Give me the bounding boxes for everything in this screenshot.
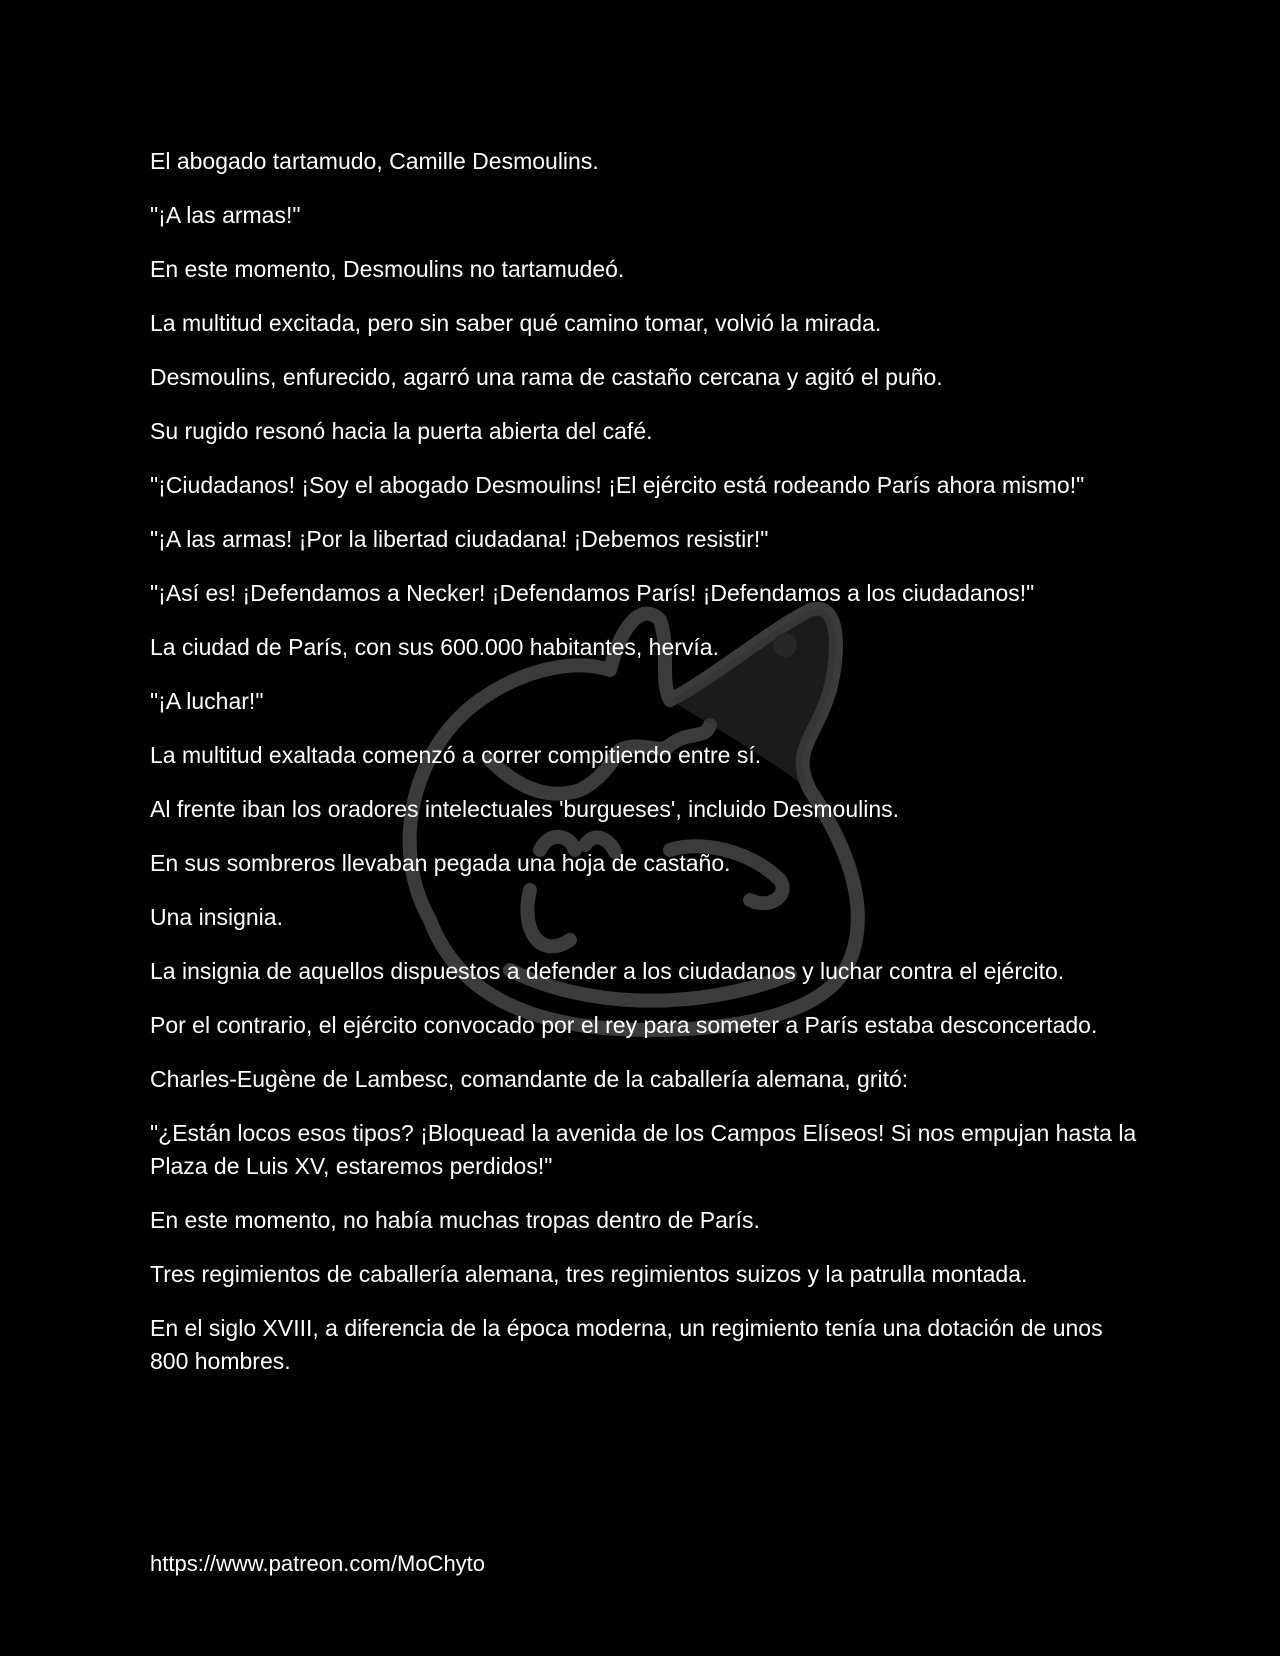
paragraph: Charles-Eugène de Lambesc, comandante de la caballería alemana, gritó: [150, 1066, 909, 1092]
paragraph: Desmoulins, enfurecido, agarró una rama de castaño cercana y agitó el puño. [150, 364, 943, 390]
paragraph: "¿Están locos esos tipos? ¡Bloquead la avenida de los Campos Elíseos! Si nos empujan hasta la Plaza de Luis XV, estaremos perdidos!" [150, 1120, 1137, 1179]
paragraph: La ciudad de París, con sus 600.000 habitantes, hervía. [150, 634, 719, 660]
paragraph: La insignia de aquellos dispuestos a defender a los ciudadanos y luchar contra el ejército. [150, 958, 1065, 984]
paragraph: La multitud exaltada comenzó a correr compitiendo entre sí. [150, 742, 762, 768]
paragraph: "¡Ciudadanos! ¡Soy el abogado Desmoulins! ¡El ejército está rodeando París ahora mismo!" [150, 472, 1085, 498]
paragraph: En sus sombreros llevaban pegada una hoja de castaño. [150, 850, 731, 876]
patreon-link[interactable]: https://www.patreon.com/MoChyto [150, 1551, 486, 1576]
paragraph: En este momento, no había muchas tropas dentro de París. [150, 1207, 760, 1233]
paragraph: "¡A las armas! ¡Por la libertad ciudadana! ¡Debemos resistir!" [150, 526, 769, 552]
paragraph: En el siglo XVIII, a diferencia de la época moderna, un regimiento tenía una dotación de unos 800 hombres. [150, 1315, 1103, 1374]
paragraph: En este momento, Desmoulins no tartamudeó. [150, 256, 625, 282]
paragraph: "¡A luchar!" [150, 688, 264, 714]
paragraph: Tres regimientos de caballería alemana, tres regimientos suizos y la patrulla montada. [150, 1261, 1028, 1287]
paragraph: Al frente iban los oradores intelectuales 'burgueses', incluido Desmoulins. [150, 796, 900, 822]
paragraph: Por el contrario, el ejército convocado por el rey para someter a París estaba desconcertado. [150, 1012, 1098, 1038]
paragraph: La multitud excitada, pero sin saber qué camino tomar, volvió la mirada. [150, 310, 882, 336]
paragraph: "¡A las armas!" [150, 202, 301, 228]
paragraph: El abogado tartamudo, Camille Desmoulins. [150, 148, 599, 174]
paragraph: Su rugido resonó hacia la puerta abierta del café. [150, 418, 653, 444]
paragraph: Una insignia. [150, 904, 283, 930]
paragraph: "¡Así es! ¡Defendamos a Necker! ¡Defendamos París! ¡Defendamos a los ciudadanos!" [150, 580, 1035, 606]
story-text [150, 145, 1140, 1399]
